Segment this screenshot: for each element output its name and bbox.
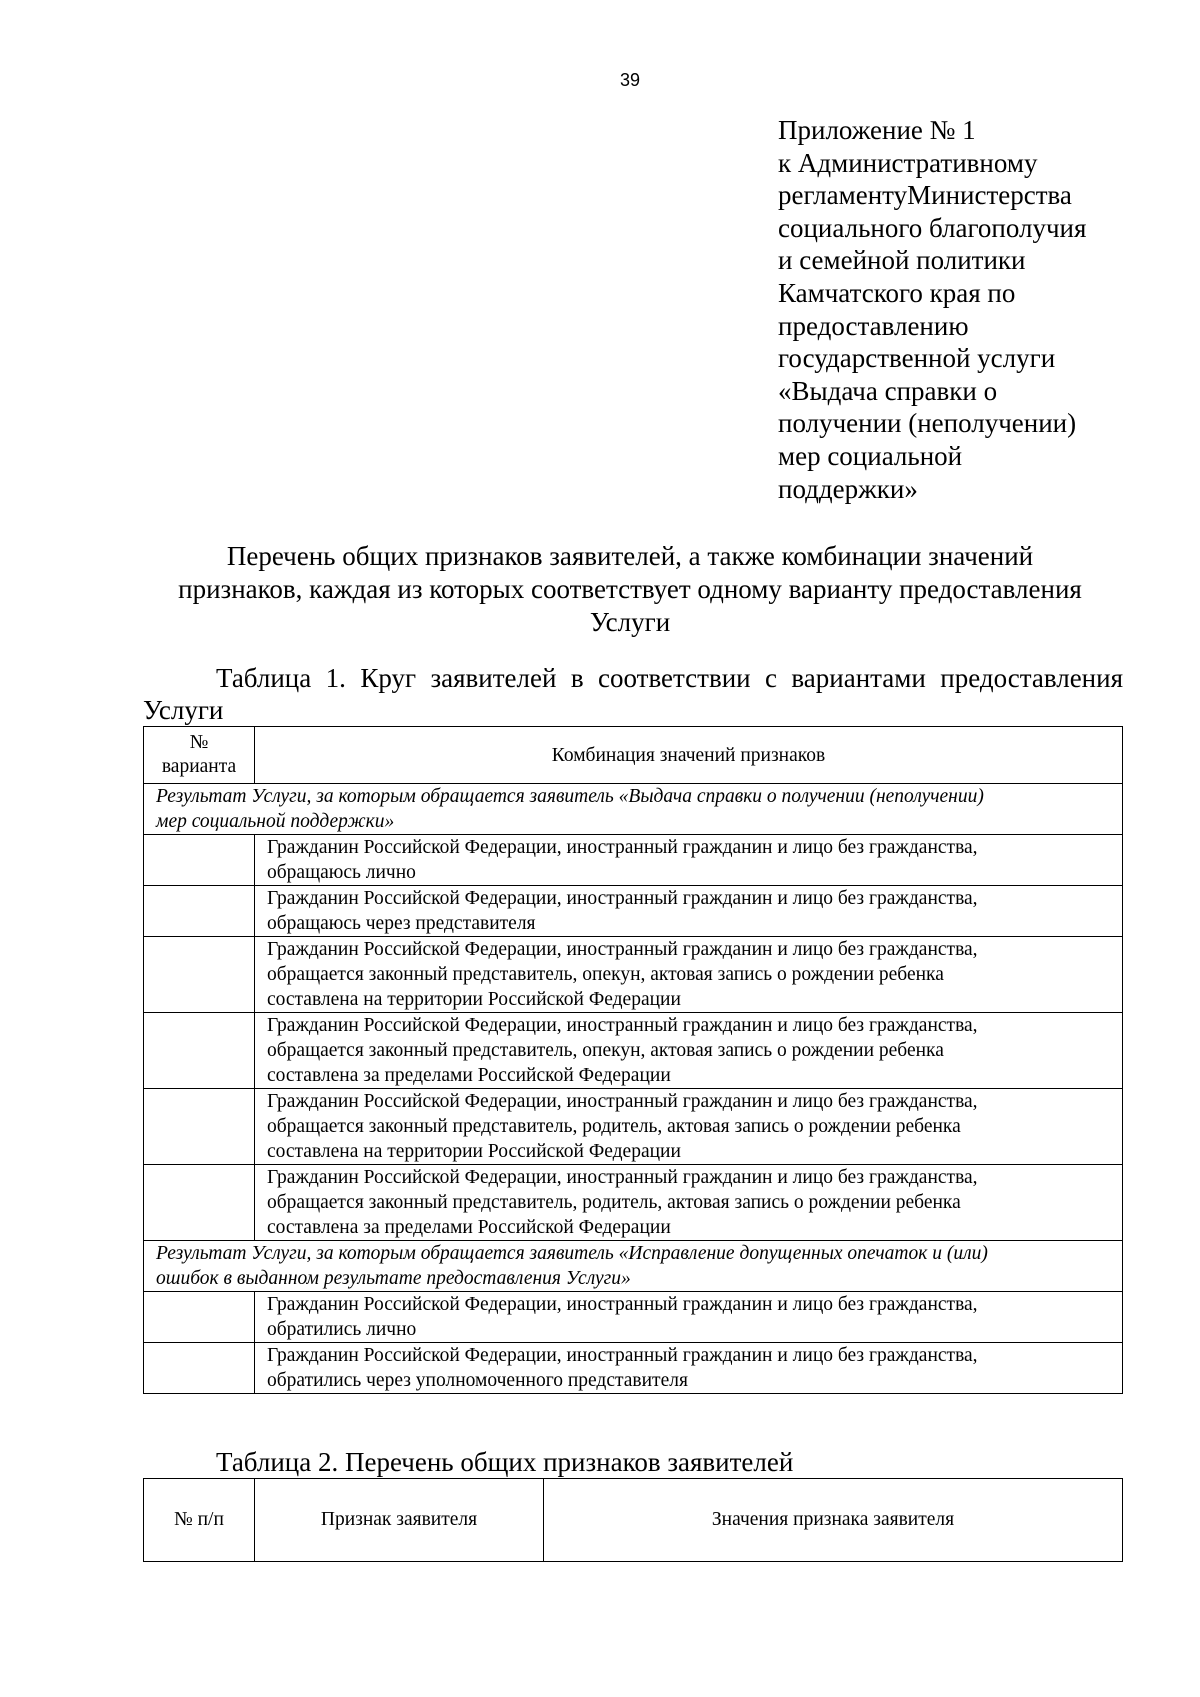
table2-caption: Таблица 2. Перечень общих признаков заявителей [216, 1447, 794, 1477]
section-title [144, 784, 1123, 835]
table1-caption [143, 662, 1123, 726]
appendix-line: предоставлению [778, 310, 969, 341]
appendix-line: государственной услуги [778, 343, 1056, 374]
table-row [144, 1343, 1123, 1394]
combination-line: Гражданин Российской Федерации, иностранный гражданин и лицо без гражданства, [267, 1167, 978, 1188]
section-row [144, 1241, 1123, 1292]
header-number: № п/п [144, 1479, 255, 1562]
heading-line: Перечень общих признаков заявителей, а также комбинации значений [226, 541, 1034, 571]
combination-line: составлена за пределами Российской Федерации [267, 1217, 671, 1238]
section-title-line: Результат Услуги, за которым обращается заявитель «Исправление допущенных опечаток и (или) [156, 1243, 988, 1264]
combination-cell [255, 1165, 1123, 1241]
variant-number-cell [144, 1343, 255, 1394]
appendix-line: поддержки» [778, 473, 918, 504]
combination-line: обращаюсь лично [267, 862, 416, 883]
appendix-line: Камчатского края по [778, 277, 1016, 308]
combination-line: Гражданин Российской Федерации, иностранный гражданин и лицо без гражданства, [267, 1294, 978, 1315]
combination-cell [255, 1292, 1123, 1343]
combination-line: Гражданин Российской Федерации, иностранный гражданин и лицо без гражданства, [267, 837, 978, 858]
page-number: 39 [619, 70, 641, 90]
heading-line: Услуги [589, 607, 671, 637]
table-row [144, 1013, 1123, 1089]
variant-number-cell [144, 1089, 255, 1165]
header-num-symbol: № [189, 732, 209, 753]
header-combination: Комбинация значений признаков [255, 727, 1123, 784]
variant-number-cell [144, 937, 255, 1013]
appendix-line: мер социальной [778, 440, 963, 471]
applicants-table [143, 726, 1123, 1394]
combination-line: Гражданин Российской Федерации, иностранный гражданин и лицо без гражданства, [267, 1015, 978, 1036]
combination-cell [255, 1089, 1123, 1165]
table1-caption-line1: Таблица 1. Круг заявителей в соответствии с вариантами предоставления [216, 663, 1123, 693]
combination-cell [255, 937, 1123, 1013]
combination-line: обращается законный представитель, родитель, актовая запись о рождении ребенка [267, 1116, 961, 1137]
section-title-line: мер социальной поддержки» [156, 811, 395, 832]
appendix-line: социального благополучия [778, 212, 1087, 243]
section-title-line: Результат Услуги, за которым обращается заявитель «Выдача справки о получении (неполучении) [156, 786, 984, 807]
appendix-line: «Выдача справки о [778, 375, 998, 406]
section-row [144, 784, 1123, 835]
table-row [144, 1089, 1123, 1165]
combination-cell [255, 835, 1123, 886]
variant-number-cell [144, 886, 255, 937]
table1-caption-line2: Услуги [143, 695, 224, 725]
variant-number-cell [144, 835, 255, 886]
header-variant-number [144, 727, 255, 784]
header-num-label: варианта [161, 756, 237, 777]
combination-line: обратились лично [267, 1319, 417, 1340]
section-title-line: ошибок в выданном результате предоставления Услуги» [156, 1268, 631, 1289]
combination-line: обращается законный представитель, опекун, актовая запись о рождении ребенка [267, 964, 944, 985]
combination-line: Гражданин Российской Федерации, иностранный гражданин и лицо без гражданства, [267, 1091, 978, 1112]
appendix-line: Приложение № 1 [778, 115, 976, 145]
combination-line: Гражданин Российской Федерации, иностранный гражданин и лицо без гражданства, [267, 939, 978, 960]
table-header-row [144, 1479, 1123, 1562]
variant-number-cell [144, 1165, 255, 1241]
combination-line: составлена на территории Российской Федерации [267, 989, 681, 1010]
combination-line: обращаюсь через представителя [267, 913, 536, 934]
combination-cell [255, 1013, 1123, 1089]
header-feature: Признак заявителя [255, 1479, 544, 1562]
combination-cell [255, 886, 1123, 937]
combination-line: Гражданин Российской Федерации, иностранный гражданин и лицо без гражданства, [267, 888, 978, 909]
combination-line: обратились через уполномоченного представителя [267, 1370, 688, 1391]
appendix-line: получении (неполучении) [778, 408, 1077, 439]
variant-number-cell [144, 1013, 255, 1089]
appendix-line: регламентуМинистерства [778, 180, 1072, 211]
table-row [144, 886, 1123, 937]
appendix-note [778, 114, 1138, 505]
table-header-row [144, 727, 1123, 784]
appendix-line: и семейной политики [778, 245, 1026, 276]
header-feature-values: Значения признака заявителя [544, 1479, 1123, 1562]
table-row [144, 937, 1123, 1013]
variant-number-cell [144, 1292, 255, 1343]
table-row [144, 1165, 1123, 1241]
combination-line: обращается законный представитель, опекун, актовая запись о рождении ребенка [267, 1040, 944, 1061]
heading-line: признаков, каждая из которых соответствует одному варианту предоставления [178, 574, 1082, 604]
combination-line: Гражданин Российской Федерации, иностранный гражданин и лицо без гражданства, [267, 1345, 978, 1366]
combination-cell [255, 1343, 1123, 1394]
combination-line: обращается законный представитель, родитель, актовая запись о рождении ребенка [267, 1192, 961, 1213]
document-heading [130, 540, 1130, 639]
table-row [144, 835, 1123, 886]
combination-line: составлена на территории Российской Федерации [267, 1141, 681, 1162]
combination-line: составлена за пределами Российской Федерации [267, 1065, 671, 1086]
section-title [144, 1241, 1123, 1292]
appendix-line: к Административному [778, 147, 1038, 178]
table-row [144, 1292, 1123, 1343]
applicant-features-table [143, 1478, 1123, 1562]
